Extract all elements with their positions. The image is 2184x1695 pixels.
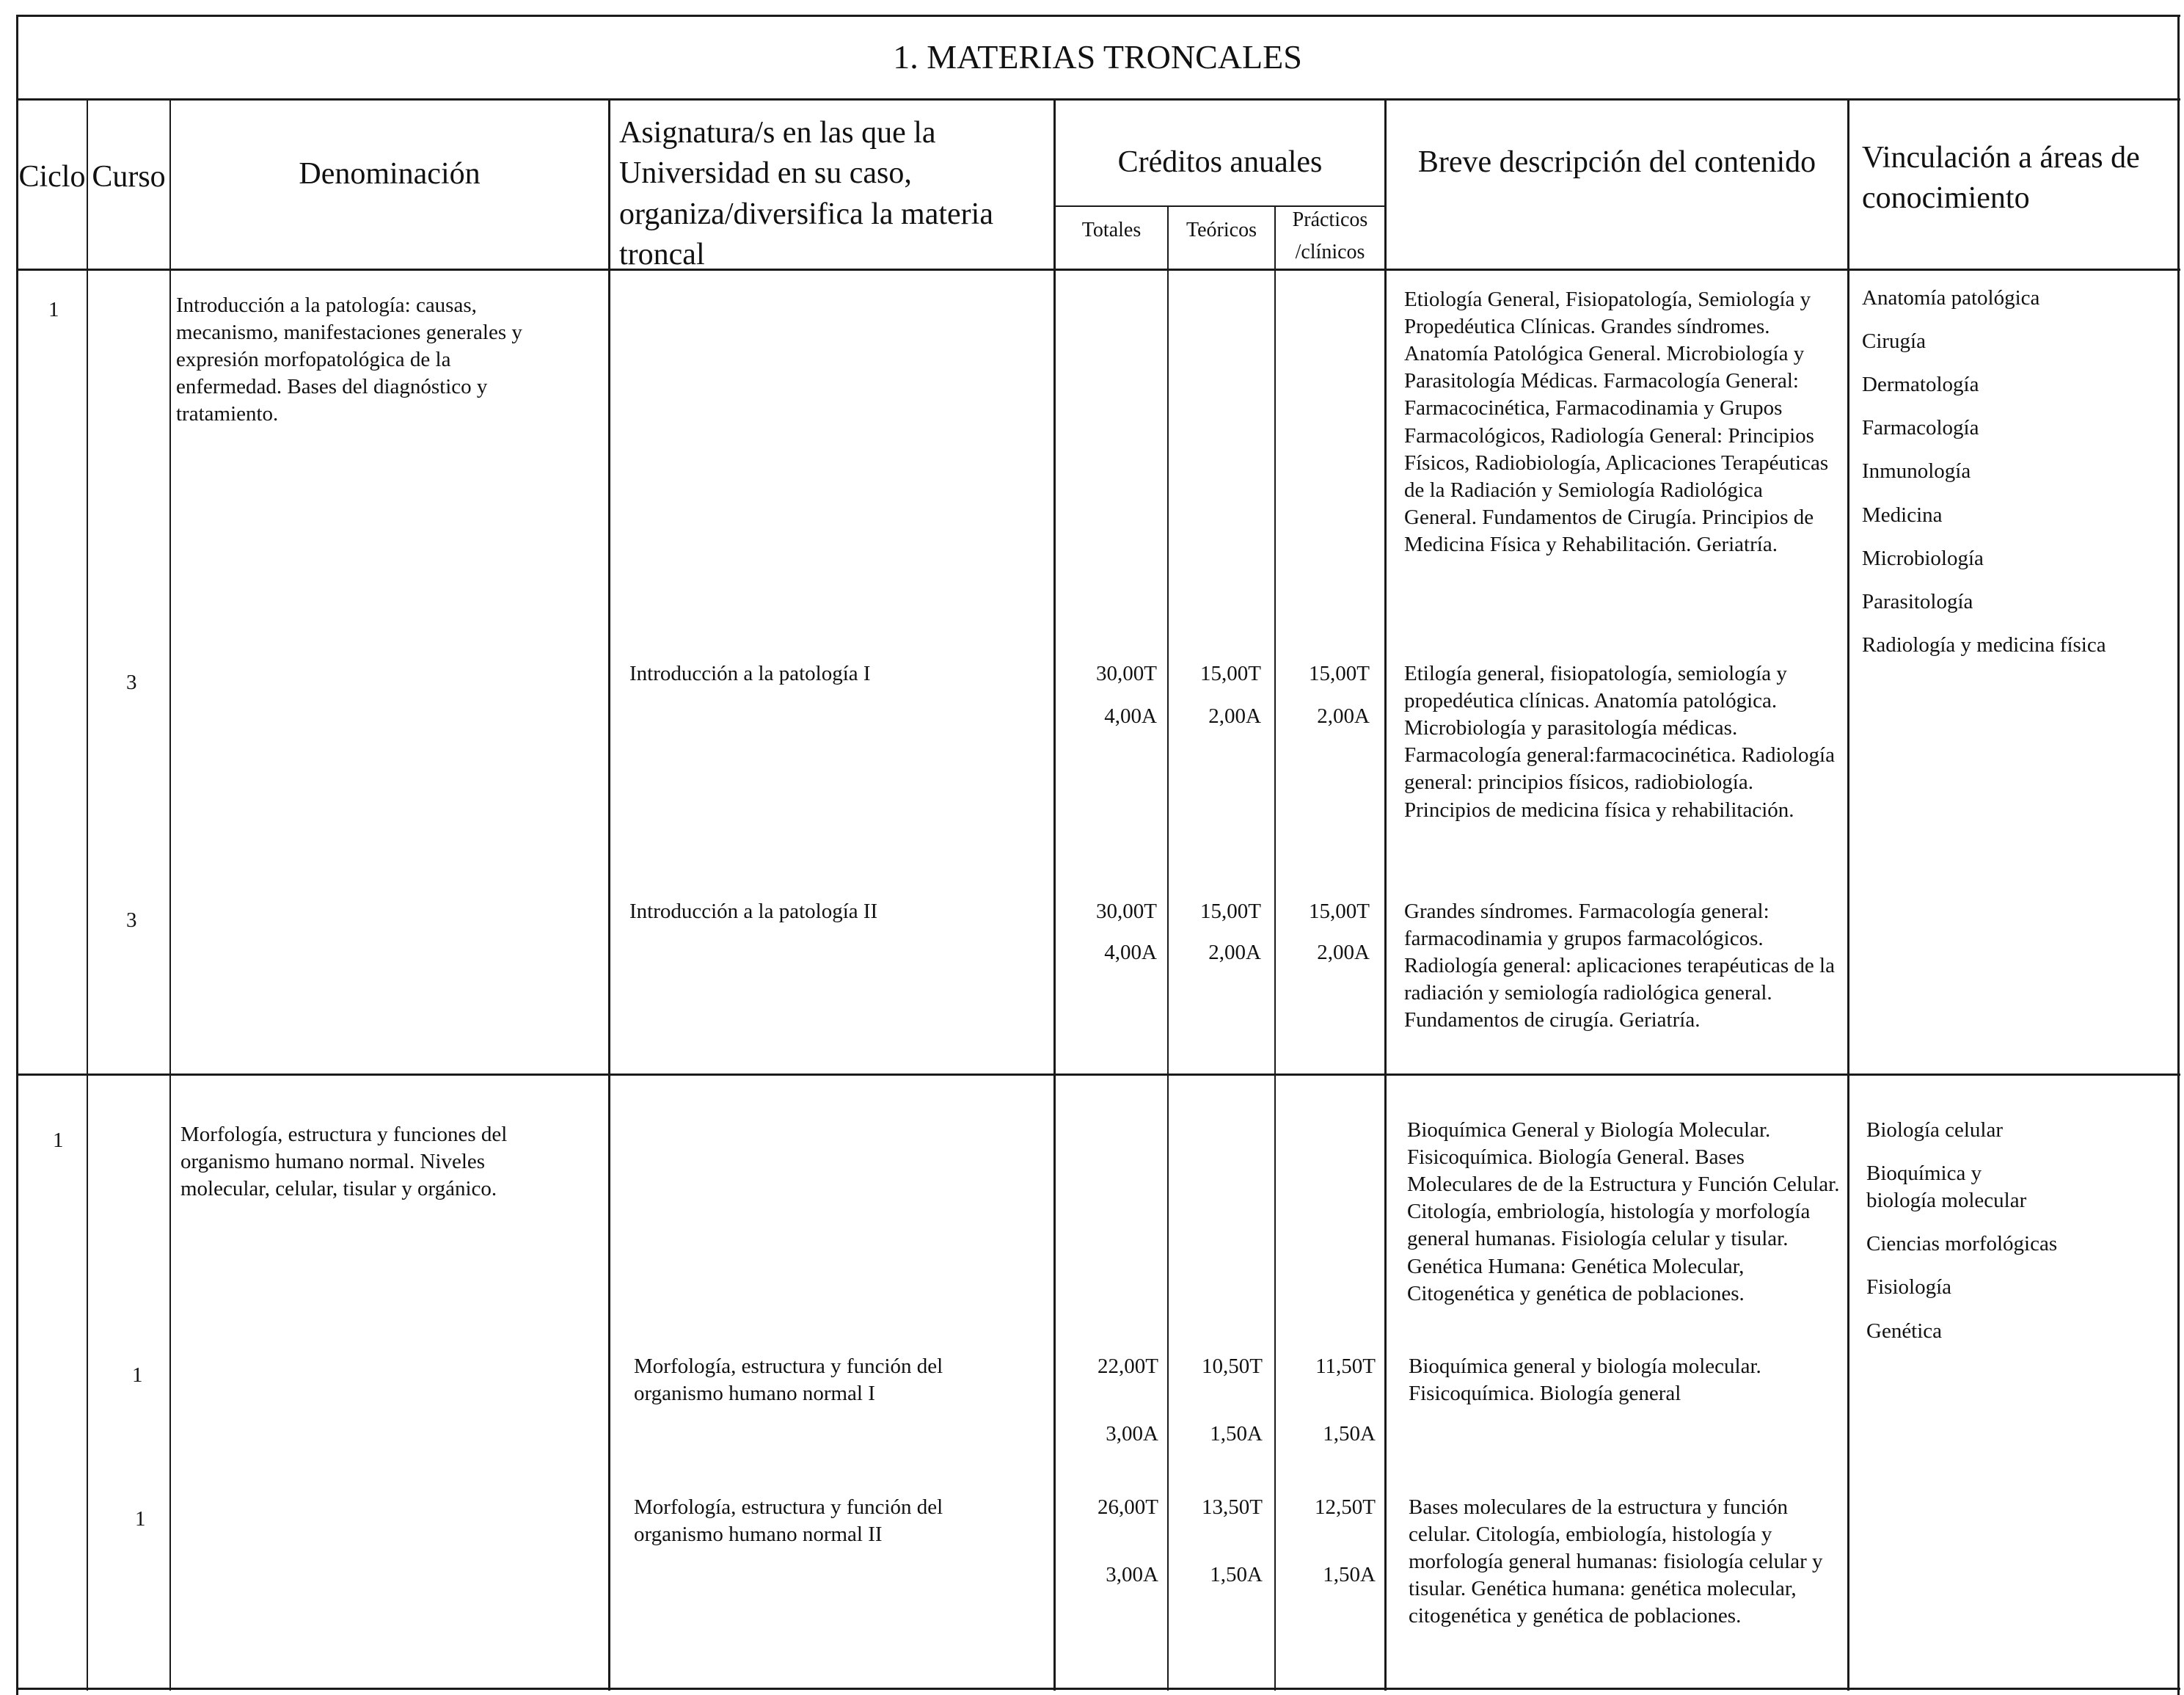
block-1-descripcion: Etiología General, Fisiopatología, Semiología y Propedéutica Clínicas. Grandes síndromes. Anatomía Patológica General. Microbiología y Parasitología Médicas. Farmacología General: Farmacocinética, Farmacodinamia y Grupos Farmacológicos, Radiología General: Principios Físicos, Radiobiología, Aplicaciones Terapéuticas de la Radiación y Semiología Radiológica General. Fundamentos de Cirugía. Principios de Medicina Física y Rehabilitación. Geriatría.	[1404, 288, 1829, 556]
subject-descripcion: Grandes síndromes. Farmacología general: farmacodinamia y grupos farmacológicos. Radiología general: aplicaciones terapéuticas de la radiación y semiología radiológica general. Fundamentos de cirugía. Geriatría.	[1404, 900, 1835, 1032]
area-item: Farmacología	[1862, 416, 1979, 440]
area-item: Anatomía patológica	[1862, 286, 2040, 310]
subject-practicos-a: 2,00A	[1317, 941, 1370, 964]
subject-descripcion: Bases moleculares de la estructura y función celular. Citología, embiología, histología y morfología general humanas: fisiología celular y tisular. Genética humana: genética molecular, citogenética y genética de poblaciones.	[1409, 1495, 1823, 1628]
subject-practicos-t: 11,50T	[1315, 1355, 1376, 1378]
col-line-7	[1384, 98, 1387, 1691]
subject-curso: 1	[132, 1363, 143, 1387]
block-divider	[16, 1074, 2180, 1076]
title-divider	[16, 98, 2180, 101]
subject-totales-a: 3,00A	[1106, 1422, 1158, 1446]
subject-teoricos-a: 1,50A	[1210, 1563, 1263, 1586]
table-title: 1. MATERIAS TRONCALES	[893, 38, 1302, 76]
subject-totales-t: 30,00T	[1096, 900, 1157, 923]
subject-teoricos-a: 2,00A	[1208, 704, 1261, 728]
subject-teoricos-t: 15,00T	[1200, 900, 1261, 923]
subject-totales-a: 4,00A	[1104, 941, 1157, 964]
subject-totales-t: 26,00T	[1098, 1495, 1158, 1519]
block-2-ciclo: 1	[53, 1129, 64, 1152]
subject-asignatura: Morfología, estructura y función del organismo humano normal I	[634, 1355, 943, 1406]
area-item: Bioquímica y biología molecular	[1866, 1162, 2027, 1213]
header-descripcion: Breve descripción del contenido	[1417, 145, 1816, 179]
subject-practicos-a: 1,50A	[1323, 1422, 1376, 1446]
area-item: Medicina	[1862, 503, 1943, 527]
area-item: Genética	[1866, 1319, 1943, 1343]
header-totales: Totales	[1081, 219, 1142, 241]
block-2-denominacion: Morfología, estructura y funciones del organismo humano normal. Niveles molecular, celular, tisular y orgánico.	[180, 1123, 508, 1201]
col-line-8	[1847, 98, 1849, 1691]
subject-practicos-a: 2,00A	[1317, 704, 1370, 728]
subject-teoricos-t: 13,50T	[1202, 1495, 1263, 1519]
header-vinculacion: Vinculación a áreas de conocimiento	[1862, 141, 2140, 216]
subject-curso: 3	[126, 671, 137, 694]
header-teoricos: Teóricos	[1186, 219, 1257, 241]
subject-teoricos-t: 10,50T	[1202, 1355, 1263, 1378]
subject-practicos-t: 12,50T	[1315, 1495, 1376, 1519]
header-ciclo: Ciclo	[18, 160, 86, 194]
col-line-4	[1053, 98, 1056, 1691]
table-border-left	[16, 15, 18, 1695]
subject-practicos-a: 1,50A	[1323, 1563, 1376, 1586]
table-border-bottom	[16, 1688, 2180, 1690]
header-asignatura: Asignatura/s en las que la Universidad en su caso, organiza/diversifica la materia troncal	[619, 116, 993, 272]
table-border-top	[16, 15, 2180, 17]
header-practicos-line1: Prácticos	[1292, 208, 1368, 231]
subject-asignatura: Morfología, estructura y función del organismo humano normal II	[634, 1495, 943, 1547]
subject-teoricos-a: 1,50A	[1210, 1422, 1263, 1446]
block-1-ciclo: 1	[48, 298, 59, 321]
block-2-descripcion: Bioquímica General y Biología Molecular. Fisicoquímica. Biología General. Bases Moleculares de de la Estructura y Función Celular. Citología, embriología, histología y morfología general humanas. Fisiología celular y tisular. Genética Humana: Genética Molecular, Citogenética y genética de poblaciones.	[1407, 1118, 1840, 1305]
block-2-areas	[1866, 1117, 2167, 1361]
header-creditos: Créditos anuales	[1117, 145, 1323, 179]
subject-descripcion: Bioquímica general y biología molecular. Fisicoquímica. Biología general	[1409, 1355, 1761, 1406]
subject-curso: 1	[135, 1507, 146, 1531]
subject-curso: 3	[126, 908, 137, 932]
area-item: Cirugía	[1862, 329, 1926, 354]
subject-totales-a: 4,00A	[1104, 704, 1157, 728]
area-item: Ciencias morfológicas	[1866, 1232, 2058, 1256]
subject-teoricos-t: 15,00T	[1200, 662, 1261, 685]
subject-practicos-t: 15,00T	[1309, 900, 1370, 923]
col-line-2	[169, 98, 171, 1691]
area-item: Dermatología	[1862, 373, 1979, 397]
header-divider	[16, 269, 2180, 271]
table-border-right	[2177, 15, 2180, 1695]
block-1-areas	[1862, 285, 2106, 675]
subject-practicos-t: 15,00T	[1309, 662, 1370, 685]
subject-totales-a: 3,00A	[1106, 1563, 1158, 1586]
area-item: Radiología y medicina física	[1862, 633, 2106, 657]
area-item: Fisiología	[1866, 1275, 1952, 1300]
subject-teoricos-a: 2,00A	[1208, 941, 1261, 964]
subject-totales-t: 22,00T	[1098, 1355, 1158, 1378]
col-line-1	[87, 98, 88, 1691]
area-item: Biología celular	[1866, 1118, 2004, 1142]
area-item: Inmunología	[1862, 459, 1971, 484]
subject-descripcion: Etilogía general, fisiopatología, semiología y propedéutica clínicas. Anatomía patológica. Microbiología y parasitología médicas. Farmacología general:farmacocinética. Radiología general: principios físicos, radiobiología. Principios de medicina física y rehabilitación.	[1404, 662, 1835, 822]
subject-totales-t: 30,00T	[1096, 662, 1157, 685]
header-denominacion: Denominación	[299, 157, 481, 191]
header-practicos-line2: /clínicos	[1295, 241, 1365, 263]
block-1-denominacion: Introducción a la patología: causas, mecanismo, manifestaciones generales y expresión morfopatológica de la enfermedad. Bases del diagnóstico y tratamiento.	[176, 294, 522, 426]
area-item: Parasitología	[1862, 589, 1973, 613]
header-curso: Curso	[92, 160, 166, 194]
subject-asignatura: Introducción a la patología II	[629, 900, 878, 923]
col-line-3	[608, 98, 610, 1691]
area-item: Microbiología	[1862, 546, 1984, 570]
subject-asignatura: Introducción a la patología I	[629, 662, 871, 685]
